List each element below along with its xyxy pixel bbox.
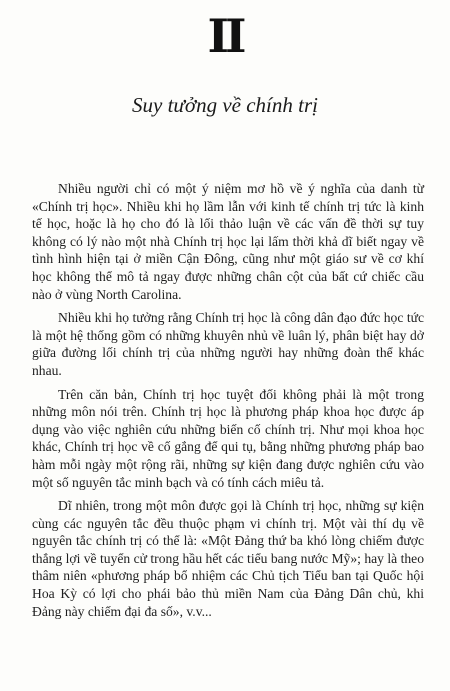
paragraph: Nhiều người chỉ có một ý niệm mơ hồ về ý nghĩa của danh từ «Chính trị học». Nhiều khi họ lầm lẫn với kinh tế chính trị tức là kinh tế học, hoặc là họ cho đó là lối thảo luận về các vấn đề thời sự tuy không có lý nào một nhà Chính trị học lại lấm thời khả dĩ biết ngay về tình hình hiện tại ở miền Cận Đông, cũng như một giáo sư về cơ khí học không thể mô tả ngay được những chân cột của bất cứ chiếc cầu nào ở vùng North Carolina.	[32, 181, 424, 302]
paragraph: Nhiều khi họ tưởng rằng Chính trị học là công dân đạo đức học tức là một hệ thống gồm có những khuyên nhủ về luân lý, phân biệt hay dở giữa đường lối chính trị của những người hay những đoàn thể khác nhau.	[32, 310, 424, 378]
paragraph: Trên căn bản, Chính trị học tuyệt đối không phải là một trong những môn nói trên. Chính trị học là phương pháp khoa học được áp dụng vào việc nghiên cứu những biến cố chính trị. Như mọi khoa học khác, Chính trị học về cố gắng để qui tụ, bằng những phương pháp bao hàm mỗi ngày một rộng rãi, những sự kiện đang được nghiên cứu vào một số nguyên tắc minh bạch và có tính cách miêu tả.	[32, 386, 424, 490]
paragraph: Dĩ nhiên, trong một môn được gọi là Chính trị học, những sự kiện cùng các nguyên tắc đều thuộc phạm vi chính trị. Một vài thí dụ về nguyên tắc chính trị có thể là: «Một Đảng thứ ba khó lòng chiếm được thắng lợi về tuyển cử trong hầu hết các tiểu bang nước Mỹ»; hay là theo thâm niên «phương pháp bổ nhiệm các Chủ tịch Tiểu ban tại Quốc hội Hoa Kỳ có lợi cho phái bảo thủ miền Nam của Đảng Dân chủ, khi Đảng này chiếm đại đa số», v.v...	[32, 498, 424, 619]
chapter-body	[32, 180, 424, 626]
chapter-title: Suy tưởng về chính trị	[132, 93, 318, 117]
chapter-number: II	[207, 9, 243, 63]
